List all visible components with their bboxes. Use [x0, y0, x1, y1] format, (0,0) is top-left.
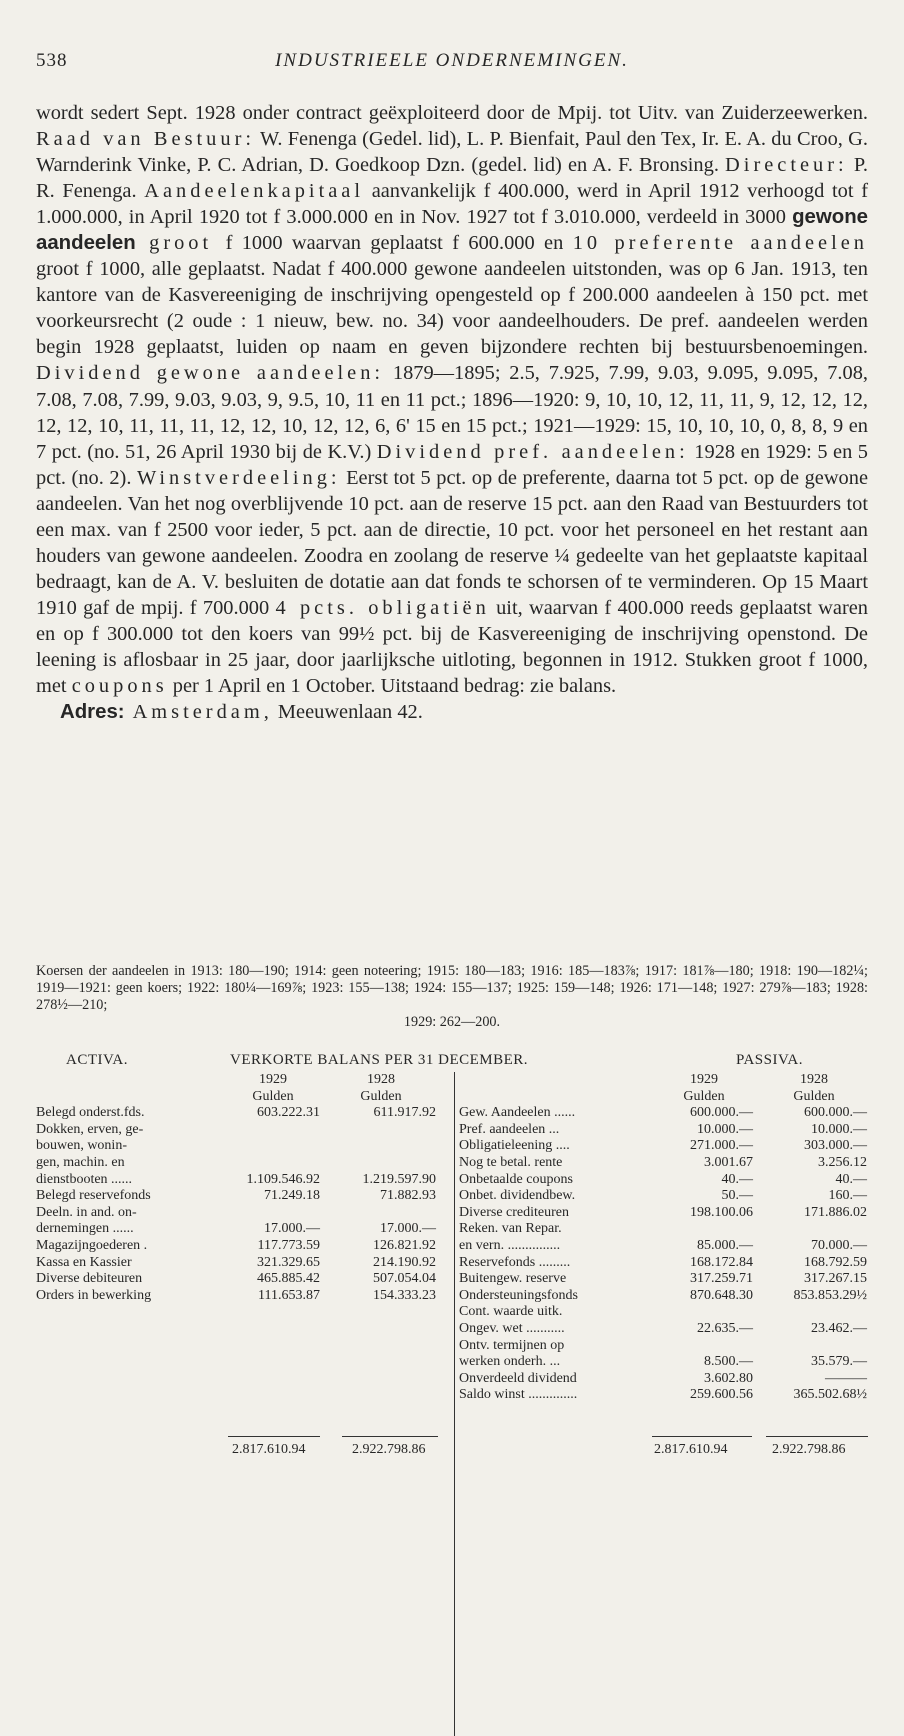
koersen-section — [36, 963, 868, 1031]
company-description — [36, 100, 868, 725]
activa-label: dernemingen ...... — [36, 1221, 134, 1237]
activa-value-1929: 17.000.— — [264, 1221, 320, 1237]
passiva-value-1929: 259.600.56 — [690, 1387, 753, 1403]
activa-label: Dokken, erven, ge- — [36, 1121, 144, 1137]
passiva-value-1929: 870.648.30 — [690, 1287, 753, 1303]
activa-column — [36, 1072, 454, 1304]
passiva-value-1928: 10.000.— — [811, 1121, 867, 1137]
passiva-label: Pref. aandeelen ... — [459, 1121, 560, 1137]
activa-value-1929: 321.329.65 — [257, 1254, 320, 1270]
passiva-unit-row: Gulden Gulden — [683, 1088, 835, 1104]
activa-row — [36, 1205, 454, 1222]
passiva-value-1929: 22.635.— — [697, 1320, 753, 1336]
passiva-value-1929: 10.000.— — [697, 1121, 753, 1137]
passiva-row — [455, 1371, 869, 1388]
activa-label: gen, machin. en — [36, 1154, 125, 1170]
passiva-title: PASSIVA. — [736, 1052, 803, 1068]
activa-label: Belegd onderst.fds. — [36, 1105, 145, 1121]
adres-label: Adres: — [60, 701, 125, 724]
passiva-label: Ontv. termijnen op — [459, 1337, 565, 1353]
preferente-label: 10 preferente aandeelen — [572, 232, 869, 255]
passiva-column — [454, 1072, 869, 1736]
activa-row — [36, 1105, 454, 1122]
passiva-value-1929: 600.000.— — [690, 1105, 753, 1121]
main-paragraph: wordt sedert Sept. 1928 onder contract geëxploiteerd door de Mpij. tot Uitv. van Zuiderzeewerken. Raad van Bestuur: W. Fenenga (Gedel. lid), L. P. Bienfait, Paul den Tex, Ir. E. A. du Croo, G. Warnderink Vinke, P. C. Adrian, D. Goedkoop Dzn. (gedel. lid) en A. F. Bronsing. Directeur: P. R. Fenenga. Aandeelenkapitaal aanvankelijk f 400.000, werd in April 1912 verhoogd tot f 1.000.000, in April 1920 tot f 3.000.000 en in Nov. 1927 tot f 3.010.000, verdeeld in 3000 gewone aandeelen groot f 1000 waarvan geplaatst f 600.000 en 10 preferente aandeelen groot f 1000, alle geplaatst. Nadat f 400.000 gewone aandeelen uitstonden, was op 6 Jan. 1913, ten kantore van de Kasvereeniging de inschrijving opengesteld op f 200.000 aandeelen à 150 pct. met voorkeursrecht (2 oude : 1 nieuw, bew. no. 34) voor aandeelhouders. De pref. aandeelen werden begin 1928 geplaatst, luiden op naam en geven bijzondere rechten bij bestuursbenoemingen. Dividend gewone aandeelen: 1879—1895; 2.5, 7.925, 7.99, 9.03, 9.095, 9.095, 7.08, 7.08, 7.08, 7.99, 9.03, 9.03, 9, 9.5, 10, 11 en 11 pct.; 1896—1920: 9, 10, 10, 12, 11, 11, 9, 12, 12, 12, 12, 12, 10, 11, 11, 11, 12, 12, 10, 12, 12, 6, 6' 15 en 15 pct.; 1921—1929: 15, 10, 10, 10, 0, 8, 8, 9 en 7 pct. (no. 51, 26 April 1930 bij de K.V.) Dividend pref. aandeelen: 1928 en 1929: 5 en 5 pct. (no. 2). Winstverdeeling: Eerst tot 5 pct. op de preferente, daarna tot 5 pct. op de gewone aandeelen. Van het nog overblijvende 10 pct. aan de reserve 15 pct. aan den Raad van Bestuurders tot een max. van f 2500 voor ieder, 5 pct. aan de directie, 10 pct. voor het personeel en het restant aan houders van gewone aandeelen. Zoodra en zoolang de reserve ¼ gedeelte van het geplaatste kapitaal bedraagt, kan de A. V. besluiten de dotatie aan dat fonds te schorsen of te verminderen. Op 15 Maart 1910 gaf de mpij. f 700.000 4 pcts. obligatiën uit, waarvan f 400.000 reeds geplaatst waren en op f 300.000 tot den koers van 99½ pct. bij de Kasvereeniging de inschrijving openstond. De leening is aflosbaar in 25 jaar, door jaarlijksche uitloting, begonnen in 1912. Stukken groot f 1000, met coupons per 1 April en 1 October. Uitstaand bedrag: zie balans. — [36, 102, 869, 698]
activa-value-1929: 71.249.18 — [264, 1188, 320, 1204]
passiva-value-1929: 85.000.— — [697, 1237, 753, 1253]
passiva-label: Cont. waarde uitk. — [459, 1304, 563, 1320]
activa-value-1928: 154.333.23 — [373, 1287, 436, 1303]
passiva-row — [455, 1288, 869, 1305]
activa-underline-1928 — [342, 1436, 438, 1437]
passiva-label: Saldo winst .............. — [459, 1387, 578, 1403]
passiva-label: Onverdeeld dividend — [459, 1370, 577, 1386]
passiva-value-1929: 3.602.80 — [704, 1370, 753, 1386]
passiva-value-1928: 600.000.— — [804, 1105, 867, 1121]
activa-value-1929: 111.653.87 — [258, 1287, 320, 1303]
passiva-label: en vern. ............... — [459, 1237, 561, 1253]
balance-header — [36, 1052, 868, 1072]
total-activa-1928: 2.922.798.86 — [352, 1442, 426, 1457]
passiva-value-1929: 40.— — [721, 1171, 753, 1187]
passiva-value-1928: 70.000.— — [811, 1237, 867, 1253]
activa-value-1929: 603.222.31 — [257, 1105, 320, 1121]
passiva-underline-1928 — [766, 1436, 868, 1437]
activa-underline-1929 — [228, 1436, 320, 1437]
activa-label: Diverse debiteuren — [36, 1271, 143, 1287]
page-header — [36, 50, 868, 86]
adres-city: Amsterdam, — [124, 701, 273, 724]
passiva-row — [455, 1238, 869, 1255]
balance-sheet — [36, 1052, 868, 1403]
kapitaal-label: Aandeelenkapitaal — [144, 180, 364, 203]
obligatien-label: 4 pcts. obligatiën — [275, 596, 490, 619]
directeur-label: Directeur: — [725, 154, 848, 177]
coupons-label: coupons — [71, 675, 168, 698]
passiva-value-1929: 8.500.— — [704, 1354, 753, 1370]
activa-row — [36, 1238, 454, 1255]
passiva-value-1928: 35.579.— — [811, 1354, 867, 1370]
activa-value-1928: 1.219.597.90 — [362, 1171, 436, 1187]
total-passiva-1928: 2.922.798.86 — [772, 1442, 846, 1457]
passiva-year-row: 1929 1928 — [690, 1072, 828, 1087]
passiva-value-1928: 168.792.59 — [804, 1254, 867, 1270]
passiva-value-1928: 317.267.15 — [804, 1271, 867, 1287]
passiva-row — [455, 1321, 869, 1338]
passiva-value-1928: 365.502.68½ — [793, 1387, 867, 1403]
passiva-row — [455, 1138, 869, 1155]
activa-row — [36, 1221, 454, 1238]
activa-row — [36, 1188, 454, 1205]
passiva-underline-1929 — [652, 1436, 752, 1437]
passiva-row — [455, 1105, 869, 1122]
passiva-label: Ondersteuningsfonds — [459, 1287, 578, 1303]
passiva-value-1928: 853.853.29½ — [793, 1287, 867, 1303]
address-line — [36, 699, 868, 725]
dividend-gewone-label: Dividend gewone aandeelen: — [36, 362, 385, 385]
passiva-row — [455, 1188, 869, 1205]
passiva-row — [455, 1172, 869, 1189]
passiva-label: Buitengew. reserve — [459, 1271, 567, 1287]
activa-value-1928: 126.821.92 — [373, 1237, 436, 1253]
passiva-row — [455, 1338, 869, 1355]
raad-label: Raad van Bestuur: — [36, 128, 256, 151]
activa-row — [36, 1288, 454, 1305]
activa-value-1929: 117.773.59 — [257, 1237, 320, 1253]
activa-year-row: 1929 1928 — [259, 1072, 395, 1087]
passiva-label: Onbet. dividendbew. — [459, 1188, 576, 1204]
passiva-value-1928: 40.— — [835, 1171, 867, 1187]
activa-value-1928: 71.882.93 — [380, 1188, 436, 1204]
activa-row — [36, 1255, 454, 1272]
activa-value-1928: 214.190.92 — [373, 1254, 436, 1270]
passiva-label: Reservefonds ......... — [459, 1254, 571, 1270]
activa-unit-row: Gulden Gulden — [252, 1088, 402, 1104]
passiva-label: Onbetaalde coupons — [459, 1171, 573, 1187]
passiva-label: Diverse crediteuren — [459, 1204, 569, 1220]
winstverdeeling-label: Winstverdeeling: — [136, 466, 341, 489]
passiva-value-1928: 3.256.12 — [818, 1154, 867, 1170]
passiva-row — [455, 1205, 869, 1222]
passiva-label: Ongev. wet ........... — [459, 1320, 565, 1336]
activa-row — [36, 1271, 454, 1288]
balance-title: VERKORTE BALANS PER 31 DECEMBER. — [230, 1052, 529, 1068]
activa-label: bouwen, wonin- — [36, 1138, 127, 1154]
activa-label: Magazijngoederen . — [36, 1237, 148, 1253]
activa-label: Deeln. in and. on- — [36, 1204, 137, 1220]
passiva-value-1928: 160.— — [828, 1188, 867, 1204]
passiva-row — [455, 1221, 869, 1238]
passiva-label: Obligatieleening .... — [459, 1138, 570, 1154]
passiva-row — [455, 1304, 869, 1321]
passiva-value-1928: 171.886.02 — [804, 1204, 867, 1220]
passiva-row — [455, 1122, 869, 1139]
passiva-value-1928: 23.462.— — [811, 1320, 867, 1336]
passiva-value-1928: 303.000.— — [804, 1138, 867, 1154]
passiva-value-1929: 271.000.— — [690, 1138, 753, 1154]
gewone-aandeelen-label: gewone aandeelen — [36, 206, 868, 255]
activa-row — [36, 1138, 454, 1155]
activa-title: ACTIVA. — [66, 1052, 128, 1068]
dividend-pref-label: Dividend pref. aandeelen: — [376, 440, 689, 463]
activa-row — [36, 1122, 454, 1139]
activa-value-1929: 465.885.42 — [257, 1271, 320, 1287]
passiva-label: Reken. van Repar. — [459, 1221, 562, 1237]
adres-street: Meeuwenlaan 42. — [272, 701, 423, 724]
passiva-row — [455, 1387, 869, 1404]
activa-value-1928: 507.054.04 — [373, 1271, 436, 1287]
passiva-value-1928: ——— — [825, 1370, 867, 1386]
passiva-row — [455, 1354, 869, 1371]
activa-label: Belegd reservefonds — [36, 1188, 151, 1204]
passiva-row — [455, 1271, 869, 1288]
passiva-value-1929: 198.100.06 — [690, 1204, 753, 1220]
activa-value-1928: 17.000.— — [380, 1221, 436, 1237]
activa-row — [36, 1155, 454, 1172]
page-number: 538 — [36, 50, 68, 71]
activa-value-1928: 611.917.92 — [373, 1105, 436, 1121]
koersen-text: Koersen der aandeelen in 1913: 180—190; 1914: geen noteering; 1915: 180—183; 1916: 185—183⅞; 1917: 181⅞—180; 1918: 190—182¼; 1919—1921: geen koers; 1922: 180¼—169⅞; 1923: 155—138; 1924: 155—137; 1925: 159—148; 1926: 171—148; 1927: 279⅞—183; 1928: 278½—210; — [36, 963, 868, 1013]
passiva-label: Gew. Aandeelen ...... — [459, 1105, 576, 1121]
running-title: INDUSTRIEELE ONDERNEMINGEN. — [275, 50, 629, 71]
activa-label: Kassa en Kassier — [36, 1254, 132, 1270]
activa-label: dienstbooten ...... — [36, 1171, 133, 1187]
passiva-label: werken onderh. ... — [459, 1354, 561, 1370]
passiva-label: Nog te betal. rente — [459, 1154, 563, 1170]
total-passiva-1929: 2.817.610.94 — [654, 1442, 728, 1457]
activa-label: Orders in bewerking — [36, 1287, 152, 1303]
activa-value-1929: 1.109.546.92 — [246, 1171, 320, 1187]
passiva-row — [455, 1255, 869, 1272]
total-activa-1929: 2.817.610.94 — [232, 1442, 306, 1457]
activa-row — [36, 1172, 454, 1189]
passiva-value-1929: 168.172.84 — [690, 1254, 753, 1270]
koersen-last: 1929: 262—200. — [403, 1014, 501, 1030]
passiva-row — [455, 1155, 869, 1172]
balance-totals — [36, 1442, 868, 1462]
passiva-value-1929: 317.259.71 — [690, 1271, 753, 1287]
passiva-value-1929: 3.001.67 — [704, 1154, 753, 1170]
passiva-value-1929: 50.— — [721, 1188, 753, 1204]
